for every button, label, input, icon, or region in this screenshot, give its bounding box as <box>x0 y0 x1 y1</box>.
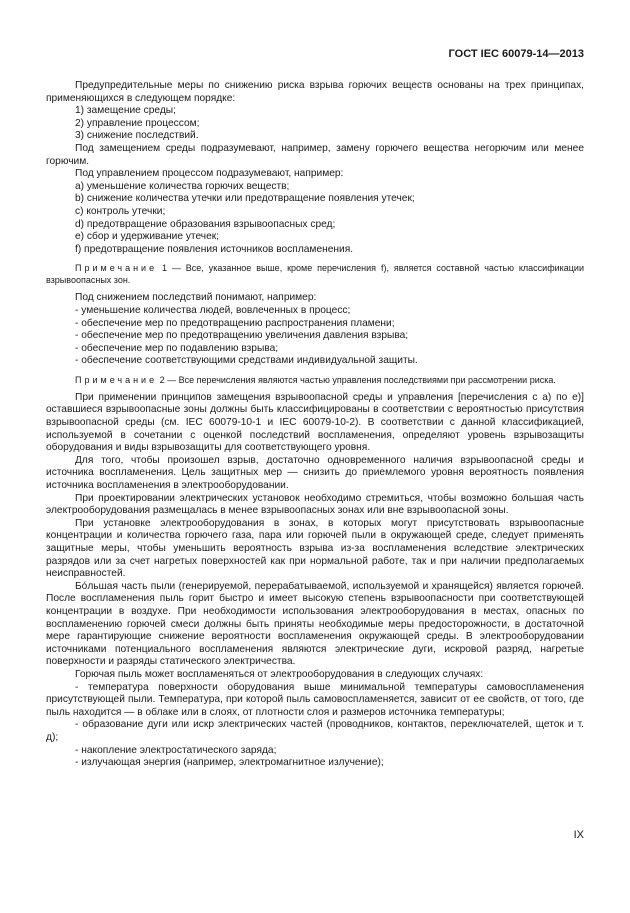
list-item: - температура поверхности оборудования выше минимальной температуры самовоспламенения присутствующей пыли. Температура, при которой пыль самовоспламеняется, зависит от ее свойств, от того, где пыль находится — в облаке или в слоях, от плотности слоя и размеров источника температуры; <box>46 681 584 718</box>
list-item: - уменьшение количества людей, вовлеченных в процесс; <box>75 304 351 316</box>
list-item: 3) снижение последствий. <box>75 130 199 142</box>
list-item: - обеспечение мер по предотвращению распространения пламени; <box>75 317 395 329</box>
paragraph: Горючая пыль может воспламеняться от электрооборудования в следующих случаях: <box>75 668 484 680</box>
list-item: - обеспечение соответствующими средствами индивидуальной защиты. <box>75 355 418 367</box>
list-item: - образование дуги или искр электрических частей (проводников, контактов, переключателей, щеток и т. д); <box>46 719 584 743</box>
note-text: 2 — Все перечисления являются частью управления последствиями при рассмотрении риска. <box>157 374 556 385</box>
list-item: f) предотвращение появления источников воспламенения. <box>75 243 354 255</box>
list-item: a) уменьшение количества горючих веществ; <box>75 180 290 192</box>
paragraph: Для того, чтобы произошел взрыв, достаточно одновременного наличия взрывоопасной среды и источника воспламенения. Цель защитных мер — снизить до приемлемого уровня вероятность появления источника воспламенения в электрооборудовании. <box>46 454 584 492</box>
list-item: 2) управление процессом; <box>75 117 200 129</box>
list-item: - излучающая энергия (например, электромагнитное излучение); <box>75 757 384 769</box>
paragraph: Предупредительные меры по снижению риска взрыва горючих веществ основаны на трех принципах, применяющихся в следующем порядке: <box>46 80 584 104</box>
paragraph: Под снижением последствий понимают, например: <box>75 292 317 304</box>
document-header: ГОСТ IEC 60079-14—2013 <box>448 48 584 60</box>
list-item: e) сбор и удерживание утечек; <box>75 231 220 243</box>
paragraph: При применении принципов замещения взрывоопасной среды и управления [перечисления с а) по е)] оставшиеся взрывоопасные зоны должны быть классифицированы в соответствии с вероятностью присутствия взрывоопасной среды (см. IEC 60079-10-1 и IEC 60079-10-2). В соответствии с данной классификацией, используемой в сочетании с оценкой последствий воспламенения, определяют уровень взрывозащиты оборудования и виды взрывозащиты для соответствующего уровня. <box>46 391 584 454</box>
list-item: d) предотвращение образования взрывоопасных сред; <box>75 218 336 230</box>
paragraph: Под замещением среды подразумевают, например, замену горючего вещества негорючим или менее горючим. <box>46 142 584 167</box>
list-item: 1) замещение среды; <box>75 105 176 117</box>
note-text: 1 — Все, указанное выше, кроме перечисления f), является составной частью классификации взрывоопасных зон. <box>46 263 584 286</box>
list-item: b) снижение количества утечки или предотвращение появления утечек; <box>75 193 415 205</box>
note-label: Примечание <box>75 374 158 385</box>
page-number: IX <box>573 829 584 841</box>
paragraph: Под управлением процессом подразумевают, например: <box>75 168 344 180</box>
note-1 <box>46 262 584 286</box>
list-item: - обеспечение мер по подавлению взрыва; <box>75 342 279 354</box>
paragraph: Бóльшая часть пыли (генерируемой, перерабатываемой, используемой и хранящейся) является горючей. После воспламенения пыль горит быстро и имеет высокую степень взрывоопасности при соответствующей концентрации в воздухе. При необходимости использования электрооборудования в местах, опасных по воспламенению горючей смеси должны быть приняты необходимые меры предосторожности, в достаточной мере гарантирующие снижение вероятности воспламенения окружающей среды. В электрооборудовании источниками потенциального воспламенения являются электрические дуги, искровой разряд, нагретые поверхности и разряды статического электричества. <box>46 580 584 668</box>
list-item: c) контроль утечки; <box>75 205 166 217</box>
note-2 <box>46 374 584 386</box>
note-label: Примечание <box>75 263 158 274</box>
page-body <box>46 80 584 770</box>
paragraph: При проектировании электрических установок необходимо стремиться, чтобы возможно большая часть электрооборудования размещалась в менее взрывоопасных зонах или вне взрывоопасной зоны. <box>46 492 584 517</box>
paragraph: При установке электрооборудования в зонах, в которых могут присутствовать взрывоопасные концентрации и количества горючего газа, пара или горючей пыли в окружающей среде, следует применять защитные меры, чтобы уменьшить вероятность взрыва из-за воспламенения вследствие электрических разрядов или за счет нагретых поверхностей как при нормальной работе, так и при наличии предполагаемых неисправностей. <box>46 517 584 580</box>
list-item: - обеспечение мер по предотвращению увеличения давления взрыва; <box>75 330 409 342</box>
list-item: - накопление электростатического заряда; <box>75 744 277 756</box>
